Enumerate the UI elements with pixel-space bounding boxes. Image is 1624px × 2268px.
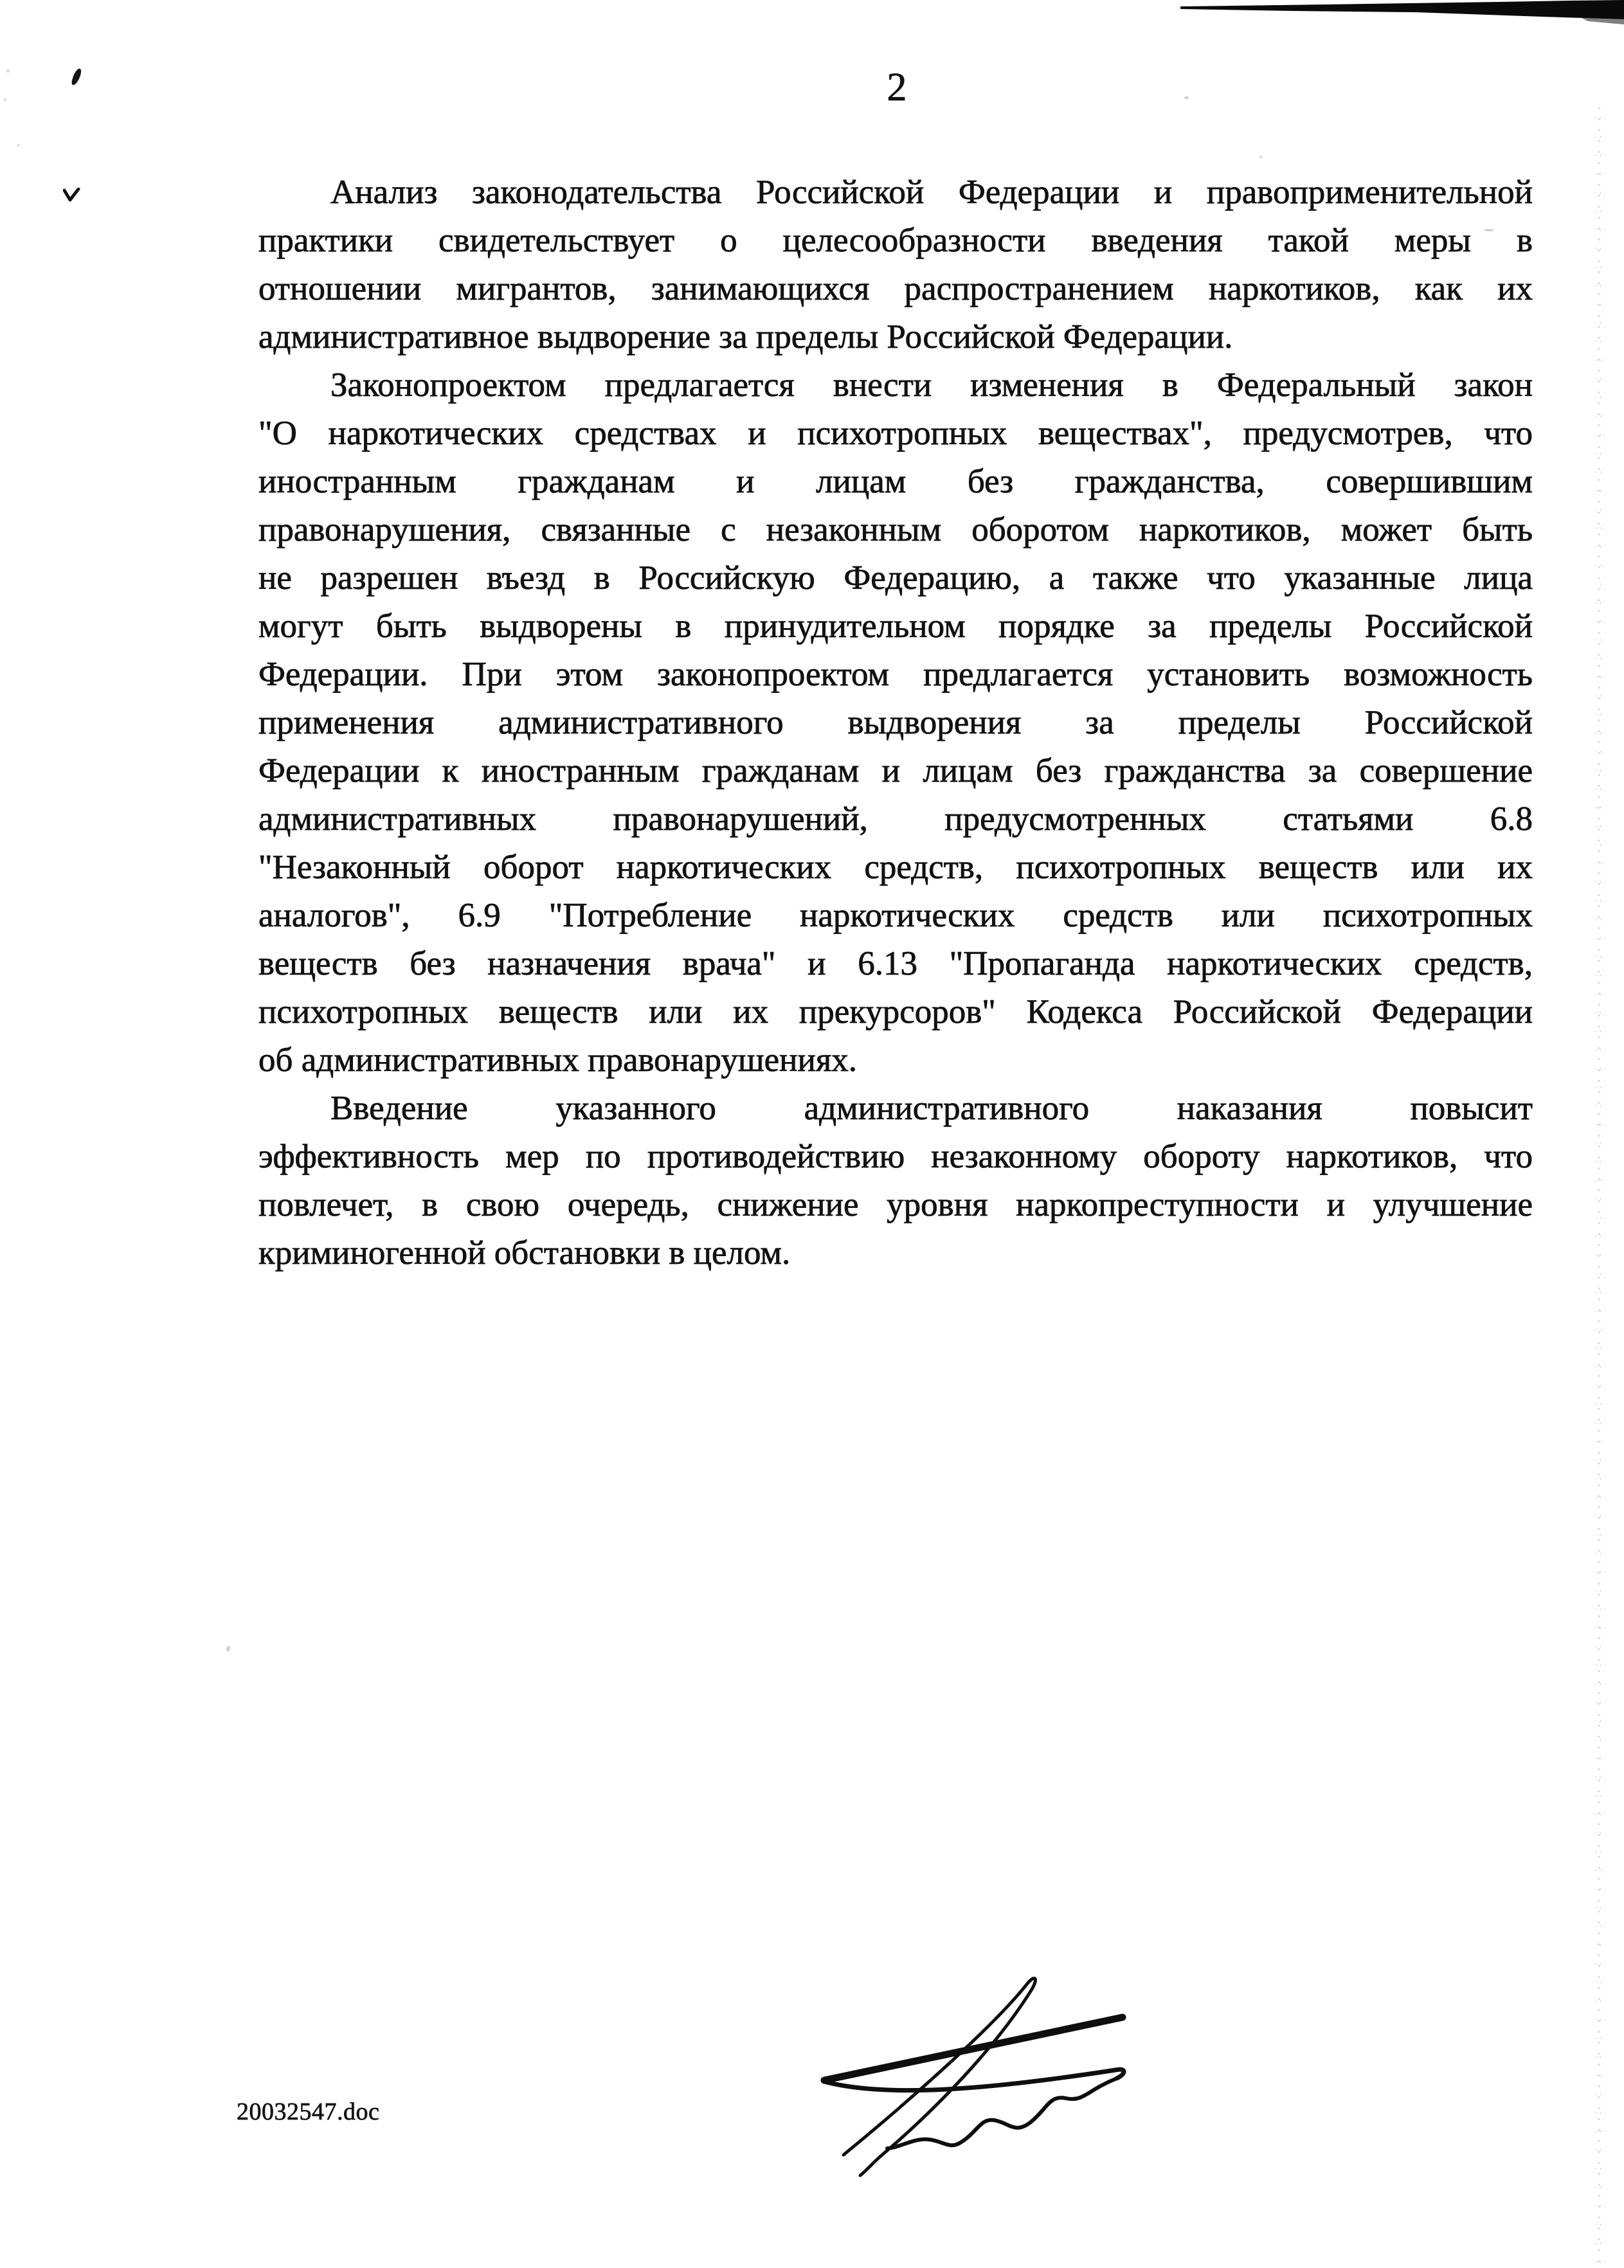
text-line: Законопроектом предлагается внести изменения в Федеральный закон bbox=[330, 366, 1533, 404]
document-body bbox=[258, 168, 1533, 1277]
text-line: Федерации к иностранным гражданам и лицам без гражданства за совершение bbox=[258, 752, 1533, 789]
scan-speck bbox=[17, 144, 20, 147]
text-line: об административных правонарушениях. bbox=[258, 1041, 858, 1079]
text-line: "О наркотических средствах и психотропных веществах", предусмотрев, что bbox=[258, 415, 1533, 452]
stray-check-mark bbox=[63, 188, 81, 203]
scan-streak-artifact bbox=[0, 0, 1624, 28]
text-line: правонарушения, связанные с незаконным оборотом наркотиков, может быть bbox=[258, 511, 1533, 548]
text-line: повлечет, в свою очередь, снижение уровня наркопреступности и улучшение bbox=[258, 1186, 1533, 1223]
text-line: Федерации. При этом законопроектом предлагается установить возможность bbox=[258, 656, 1533, 693]
text-line: Анализ законодательства Российской Федерации и правоприменительной bbox=[330, 174, 1533, 211]
text-line: административное выдворение за пределы Российской Федерации. bbox=[258, 318, 1233, 356]
text-line: Введение указанного административного наказания повысит bbox=[330, 1090, 1533, 1127]
scan-speck bbox=[4, 98, 6, 102]
scan-speck bbox=[226, 1645, 231, 1652]
scan-speck bbox=[1259, 156, 1263, 158]
stray-mark bbox=[71, 68, 83, 86]
text-line: практики свидетельствует о целесообразности введения такой меры в bbox=[258, 222, 1533, 259]
text-line: не разрешен въезд в Российскую Федерацию, а также что указанные лица bbox=[258, 559, 1533, 597]
text-line: веществ без назначения врача" и 6.13 "Пропаганда наркотических средств, bbox=[258, 945, 1533, 982]
signature bbox=[797, 1948, 1144, 2186]
text-line: применения административного выдворения за пределы Российской bbox=[258, 704, 1533, 741]
text-line: аналогов", 6.9 "Потребление наркотических средств или психотропных bbox=[258, 897, 1533, 934]
text-line: психотропных веществ или их прекурсоров" Кодекса Российской Федерации bbox=[258, 993, 1533, 1030]
text-line: иностранным гражданам и лицам без гражданства, совершившим bbox=[258, 463, 1533, 500]
text-line: отношении мигрантов, занимающихся распространением наркотиков, как их bbox=[258, 270, 1533, 307]
scan-noise-column bbox=[1596, 103, 1605, 2263]
text-line: эффективность мер по противодействию незаконному обороту наркотиков, что bbox=[258, 1138, 1533, 1175]
text-line: административных правонарушений, предусмотренных статьями 6.8 bbox=[258, 800, 1533, 838]
text-line: криминогенной обстановки в целом. bbox=[258, 1234, 791, 1272]
scan-speck bbox=[6, 69, 10, 73]
page-number: 2 bbox=[887, 66, 907, 109]
text-line: "Незаконный оборот наркотических средств, психотропных веществ или их bbox=[258, 849, 1533, 886]
text-line: могут быть выдворены в принудительном порядке за пределы Российской bbox=[258, 608, 1533, 645]
footer-filename: 20032547.doc bbox=[237, 2098, 380, 2125]
